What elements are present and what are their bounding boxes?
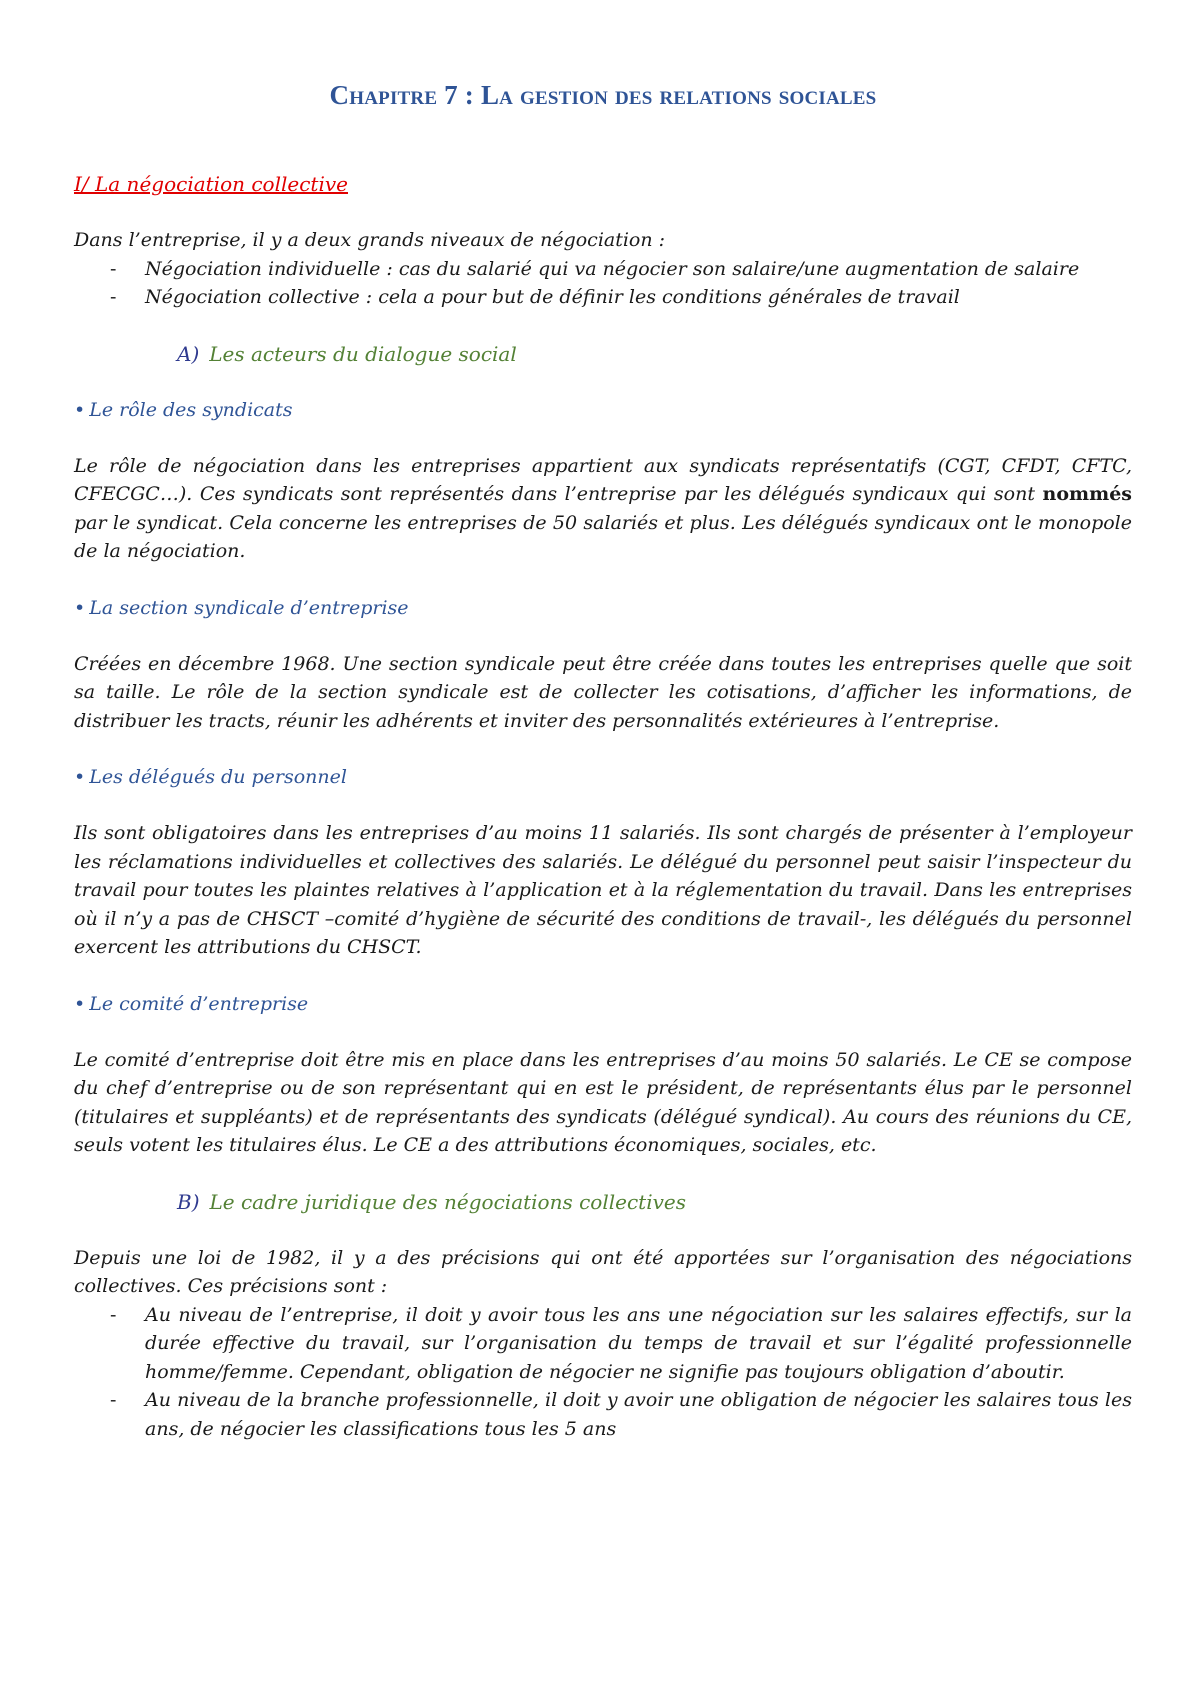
dash-marker: - [110, 1303, 117, 1326]
subsection-heading-b [177, 1188, 1132, 1216]
subsection-letter: A) [177, 341, 200, 366]
subsection-heading-a [177, 340, 1132, 368]
page-title: Chapitre 7 : La gestion des relations sociales [329, 80, 877, 110]
bullet-icon: • [74, 596, 86, 619]
list-item: - Au niveau de la branche professionnelle, il doit y avoir une obligation de négocier les salaires tous les ans, de négocier les classifications tous les 5 ans [74, 1386, 1132, 1443]
subsection-label: Le cadre juridique des négociations collectives [209, 1189, 686, 1214]
negotiation-levels-list [74, 255, 1132, 312]
bullet-heading-syndicats: • Le rôle des syndicats [74, 398, 293, 421]
bullet-icon: • [74, 992, 86, 1015]
list-item: - Au niveau de l’entreprise, il doit y avoir tous les ans une négociation sur les salaires effectifs, sur la durée effective du travail, sur l’organisation du temps de travail et sur l’égalité professionnelle homme/femme. Cependant, obligation de négocier ne signifie pas toujours obligation d’aboutir. [74, 1301, 1132, 1387]
dash-marker: - [110, 1389, 117, 1411]
section-syndicale-paragraph: Créées en décembre 1968. Une section syndicale peut être créée dans toutes les entreprises quelle que soit sa taille. Le rôle de la section syndicale est de collecter les cotisations, d’afficher les informations, de distribuer les tracts, réunir les adhérents et inviter des personnalités extérieures à l’entreprise. [74, 652, 1132, 732]
syndicats-paragraph: Le rôle de négociation dans les entreprises appartient aux syndicats représentatifs (CGT, CFDT, CFTC, CFECGC…). Ces syndicats sont représentés dans l’entreprise par les délégués syndicaux qui sont nommés par le syndicat. Cela concerne les entreprises de 50 salariés et plus. Les délégués syndicaux ont le monopole de la négociation. [74, 454, 1132, 562]
bullet-icon: • [74, 398, 86, 421]
cadre-intro-paragraph: Depuis une loi de 1982, il y a des précisions qui ont été apportées sur l’organisation des négociations collectives. Ces précisions sont : [74, 1246, 1132, 1297]
bullet-icon: • [74, 766, 86, 788]
subsection-letter: B) [177, 1189, 200, 1214]
bullet-heading-delegues: • Les délégués du personnel [74, 766, 347, 788]
subsection-label: Les acteurs du dialogue social [209, 341, 517, 366]
list-item: - Négociation individuelle : cas du salarié qui va négocier son salaire/une augmentation de salaire [74, 255, 1132, 284]
emphasis-text: nommés [1042, 483, 1132, 505]
list-item: - Négociation collective : cela a pour but de définir les conditions générales de travail [74, 283, 1132, 312]
delegues-paragraph: Ils sont obligatoires dans les entreprises d’au moins 11 salariés. Ils sont chargés de présenter à l’employeur les réclamations individuelles et collectives des salariés. Le délégué du personnel peut saisir l’inspecteur du travail pour toutes les plaintes relatives à l’application et à la réglementation du travail. Dans les entreprises où il n’y a pas de CHSCT –comité d’hygiène de sécurité des conditions de travail-, les délégués du personnel exercent les attributions du CHSCT. [74, 822, 1132, 958]
cadre-list [74, 1301, 1132, 1444]
section-heading: I/ La négociation collective [74, 172, 348, 196]
dash-marker: - [110, 257, 117, 280]
dash-marker: - [110, 286, 117, 308]
comite-paragraph: Le comité d’entreprise doit être mis en place dans les entreprises d’au moins 50 salariés. Le CE se compose du chef d’entreprise ou de son représentant qui en est le président, de représentants élus par le personnel (titulaires et suppléants) et de représentants des syndicats (délégué syndical). Au cours des réunions du CE, seuls votent les titulaires élus. Le CE a des attributions économiques, sociales, etc. [74, 1048, 1132, 1156]
bullet-heading-section-syndicale: • La section syndicale d’entreprise [74, 596, 409, 619]
bullet-heading-comite: • Le comité d’entreprise [74, 992, 309, 1015]
intro-paragraph: Dans l’entreprise, il y a deux grands niveaux de négociation : [74, 229, 666, 251]
